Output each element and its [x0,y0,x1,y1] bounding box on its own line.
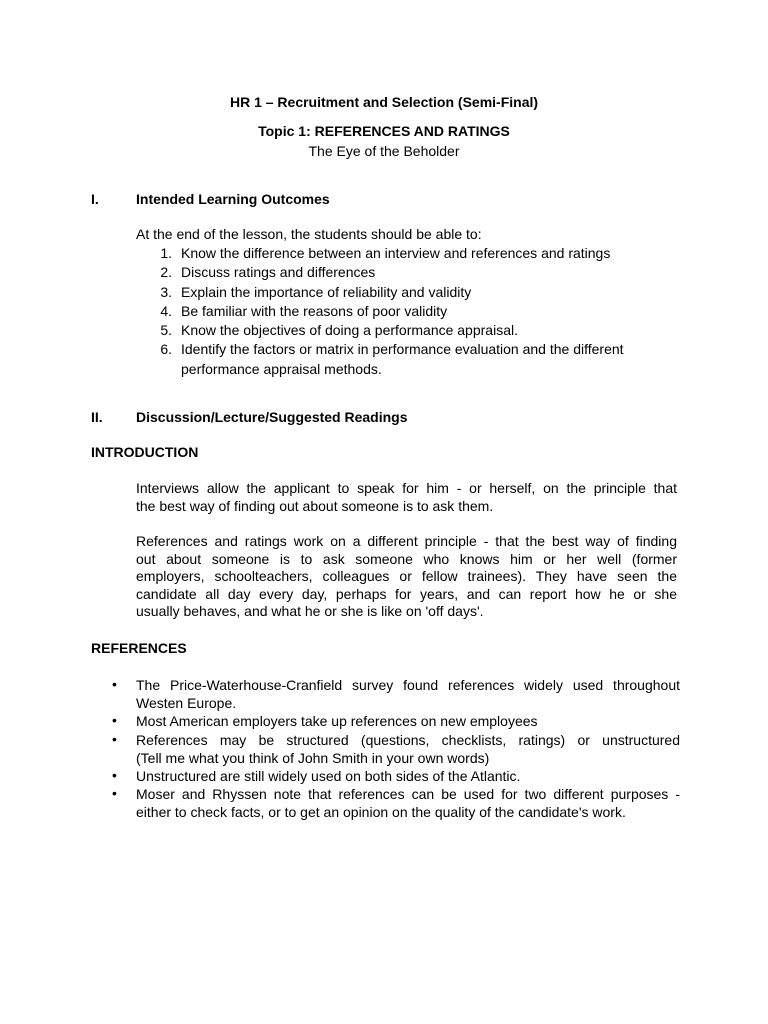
introduction-paragraph-1 [136,480,677,515]
outcome-number: 5. [160,322,172,339]
reference-bullet-item [110,676,680,712]
outcome-text: performance appraisal methods. [181,360,382,377]
outcome-item [136,244,696,263]
bullet-text: (Tell me what you think of John Smith in your own words) [136,749,490,766]
outcomes-list [136,244,696,379]
bullet-text: either to check facts, or to get an opinion on the quality of the candidate's work. [136,804,626,821]
outcome-text: Identify the factors or matrix in performance evaluation and the different [181,341,624,358]
introduction-heading: INTRODUCTION [91,444,199,460]
paragraph-line: usually behaves, and what he or she is like on 'off days'. [136,603,484,620]
outcome-text: Explain the importance of reliability and validity [181,283,472,300]
bullet-text: Moser and Rhyssen note that references can be used for two different purposes - [136,786,680,803]
outcome-number: 1. [160,245,172,261]
reference-bullet-item [110,731,680,767]
document-title: HR 1 – Recruitment and Selection (Semi-Final) [229,94,539,110]
references-heading: REFERENCES [91,640,187,656]
bullet-icon: • [112,785,117,802]
outcome-item [136,283,696,302]
outcome-number: 6. [160,341,172,358]
topic-title: Topic 1: REFERENCES AND RATINGS [258,123,510,139]
outcome-number: 3. [160,283,172,300]
bullet-icon: • [112,730,117,747]
topic-subtitle: The Eye of the Beholder [308,143,460,159]
reference-bullet-item [110,767,680,785]
reference-bullet-item [110,712,680,730]
outcome-item [136,263,696,282]
section-2-heading: Discussion/Lecture/Suggested Readings [136,409,408,425]
outcome-item [136,302,696,321]
paragraph-line: out about someone is to ask someone who knows him or her well (former [136,550,677,567]
bullet-text: Unstructured are still widely used on both sides of the Atlantic. [136,767,521,784]
bullet-icon: • [112,676,117,692]
outcome-number: 2. [160,264,172,281]
section-1-heading: Intended Learning Outcomes [136,191,330,207]
outcome-number: 4. [160,302,172,319]
outcome-text: Discuss ratings and differences [181,264,376,281]
paragraph-line: candidate all day every day, perhaps for years, and can report how he or she [136,585,677,602]
bullet-icon: • [112,766,117,783]
outcome-item [136,321,696,340]
bullet-icon: • [112,712,117,729]
bullet-text: The Price-Waterhouse-Cranfield survey found references widely used throughout [136,677,680,693]
section-1-numeral: I. [91,191,99,207]
outcome-item [136,340,696,379]
paragraph-line: employers, schoolteachers, colleagues or fellow trainees). They have seen the [136,568,677,585]
paragraph-line: Interviews allow the applicant to speak for him - or herself, on the principle that [136,480,677,496]
paragraph-line: References and ratings work on a different principle - that the best way of finding [136,533,677,549]
outcomes-intro: At the end of the lesson, the students should be able to: [136,226,482,242]
outcome-text: Be familiar with the reasons of poor validity [181,302,448,319]
outcome-text: Know the objectives of doing a performance appraisal. [181,322,518,339]
section-2-numeral: II. [91,409,103,425]
reference-bullet-item [110,785,680,821]
paragraph-line: the best way of finding out about someone is to ask them. [136,497,494,514]
references-list [110,676,680,822]
bullet-text: Westen Europe. [136,695,237,712]
bullet-text: References may be structured (questions, checklists, ratings) or unstructured [136,731,680,748]
outcome-text: Know the difference between an interview and references and ratings [181,245,611,261]
introduction-paragraph-2 [136,533,677,621]
bullet-text: Most American employers take up references on new employees [136,713,538,730]
